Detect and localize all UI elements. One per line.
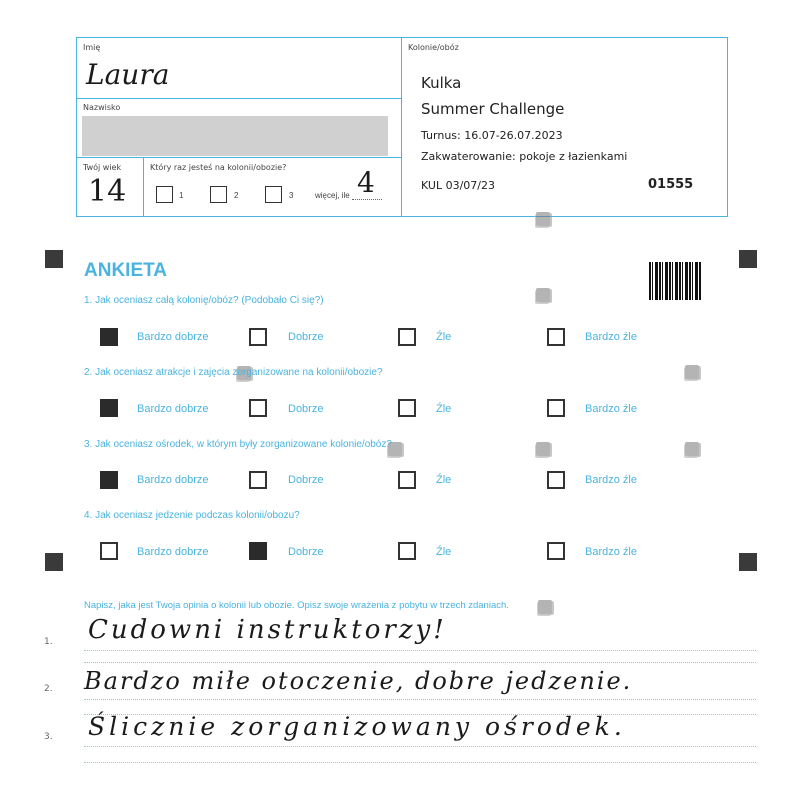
q3-option-dobrze-label: Dobrze — [288, 474, 324, 486]
q1-option-bardzo-dobrze-checkbox[interactable] — [100, 328, 118, 346]
times-option-1: 1 — [179, 191, 184, 200]
barcode — [649, 262, 701, 300]
question-1: 1. Jak oceniasz całą kolonię/obóz? (Podobało Ci się?) — [84, 295, 324, 306]
line-number-1: 1. — [44, 637, 53, 647]
q1-option-bardzo-dobrze-label: Bardzo dobrze — [137, 331, 209, 343]
header-divider — [401, 37, 402, 217]
times-label: Który raz jesteś na kolonii/obozie? — [150, 163, 287, 172]
opinion-line-2[interactable]: Bardzo miłe otoczenie, dobre jedzenie. — [84, 667, 633, 695]
q3-option-bardzo-zle-label: Bardzo źle — [585, 474, 637, 486]
times-more-label: więcej, ile — [315, 191, 350, 200]
opinion-rule-3 — [84, 746, 756, 747]
camp-name-line2: Summer Challenge — [421, 100, 565, 118]
surname-label: Nazwisko — [83, 103, 121, 112]
q3-option-zle-checkbox[interactable] — [398, 471, 416, 489]
q3-option-dobrze-checkbox[interactable] — [249, 471, 267, 489]
q4-option-bardzo-zle-label: Bardzo źle — [585, 546, 637, 558]
q1-option-zle-checkbox[interactable] — [398, 328, 416, 346]
q2-option-bardzo-zle-label: Bardzo źle — [585, 403, 637, 415]
q4-option-bardzo-zle-checkbox[interactable] — [547, 542, 565, 560]
question-4: 4. Jak oceniasz jedzenie podczas kolonii/obozu? — [84, 510, 300, 521]
survey-title: ANKIETA — [84, 260, 168, 281]
q4-option-dobrze-checkbox[interactable] — [249, 542, 267, 560]
corner-marker-mid-right — [739, 553, 757, 571]
opinion-rule-3b — [84, 762, 756, 763]
corner-marker-top-right — [739, 250, 757, 268]
q4-option-dobrze-label: Dobrze — [288, 546, 324, 558]
name-value[interactable]: Laura — [86, 58, 170, 91]
opinion-rule-1 — [84, 650, 756, 651]
times-option-3: 3 — [289, 191, 294, 200]
times-option-2: 2 — [234, 191, 239, 200]
question-3: 3. Jak oceniasz ośrodek, w którym były zorganizowane kolonie/obóz? — [84, 439, 392, 450]
times-checkbox-2[interactable] — [210, 186, 227, 203]
q1-option-dobrze-label: Dobrze — [288, 331, 324, 343]
camp-name-line1: Kulka — [421, 74, 462, 92]
scan-smudge — [538, 600, 552, 614]
opinion-line-1[interactable]: Cudowni instruktorzy! — [88, 615, 447, 645]
surname-redaction — [82, 116, 388, 156]
q4-option-bardzo-dobrze-label: Bardzo dobrze — [137, 546, 209, 558]
turnus: Turnus: 16.07-26.07.2023 — [421, 129, 563, 142]
q2-option-dobrze-checkbox[interactable] — [249, 399, 267, 417]
q3-option-bardzo-zle-checkbox[interactable] — [547, 471, 565, 489]
q2-option-bardzo-zle-checkbox[interactable] — [547, 399, 565, 417]
scan-smudge — [536, 212, 550, 226]
q4-option-bardzo-dobrze-checkbox[interactable] — [100, 542, 118, 560]
opinion-line-3[interactable]: Ślicznie zorganizowany ośrodek. — [88, 712, 626, 741]
corner-marker-mid-left — [45, 553, 63, 571]
q2-option-dobrze-label: Dobrze — [288, 403, 324, 415]
q4-option-zle-label: Źle — [436, 546, 452, 558]
opinion-prompt: Napisz, jaka jest Twoja opinia o kolonii lub obozie. Opisz swoje wrażenia z pobytu w trzech zdaniach. — [84, 600, 509, 611]
q3-option-bardzo-dobrze-label: Bardzo dobrze — [137, 474, 209, 486]
age-divider — [143, 157, 144, 217]
times-more-value[interactable]: 4 — [357, 166, 375, 199]
form-number: 01555 — [648, 177, 694, 192]
q1-option-zle-label: Źle — [436, 331, 452, 343]
question-2: 2. Jak oceniasz atrakcje i zajęcia zorganizowane na kolonii/obozie? — [84, 367, 383, 378]
camp-code: KUL 03/07/23 — [421, 179, 495, 192]
times-more-line — [352, 199, 382, 200]
q2-option-zle-label: Źle — [436, 403, 452, 415]
line-number-2: 2. — [44, 684, 53, 694]
opinion-rule-2 — [84, 699, 756, 700]
q1-option-dobrze-checkbox[interactable] — [249, 328, 267, 346]
line-number-3: 3. — [44, 732, 53, 742]
age-value[interactable]: 14 — [88, 174, 127, 209]
accommodation: Zakwaterowanie: pokoje z łazienkami — [421, 150, 628, 163]
surname-divider — [76, 157, 401, 158]
opinion-rule-1b — [84, 662, 756, 663]
q3-option-zle-label: Źle — [436, 474, 452, 486]
q3-option-bardzo-dobrze-checkbox[interactable] — [100, 471, 118, 489]
q2-option-zle-checkbox[interactable] — [398, 399, 416, 417]
age-label: Twój wiek — [83, 163, 122, 172]
name-divider — [76, 98, 401, 99]
q4-option-zle-checkbox[interactable] — [398, 542, 416, 560]
q2-option-bardzo-dobrze-label: Bardzo dobrze — [137, 403, 209, 415]
times-checkbox-3[interactable] — [265, 186, 282, 203]
scan-smudge — [685, 442, 699, 456]
corner-marker-top-left — [45, 250, 63, 268]
q2-option-bardzo-dobrze-checkbox[interactable] — [100, 399, 118, 417]
q1-option-bardzo-zle-label: Bardzo źle — [585, 331, 637, 343]
scan-smudge — [536, 442, 550, 456]
scan-smudge — [536, 288, 550, 302]
times-checkbox-1[interactable] — [156, 186, 173, 203]
scan-smudge — [685, 365, 699, 379]
name-label: Imię — [83, 43, 101, 52]
q1-option-bardzo-zle-checkbox[interactable] — [547, 328, 565, 346]
camp-label: Kolonie/obóz — [408, 43, 459, 52]
